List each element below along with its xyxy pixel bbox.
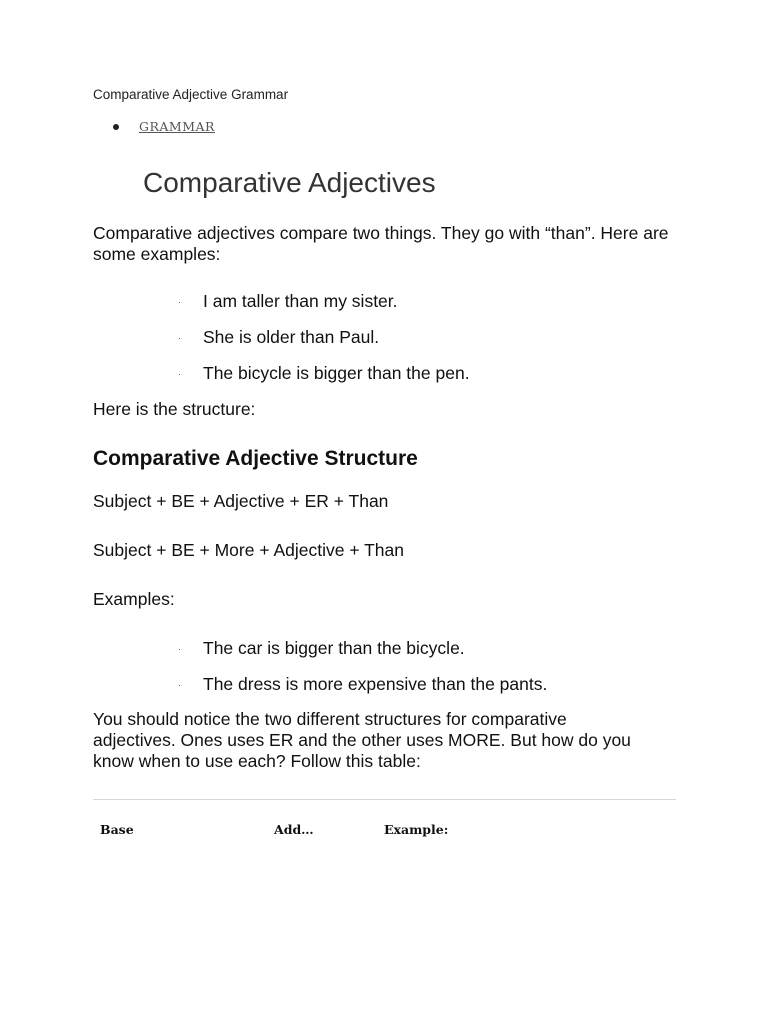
list-item: [178, 674, 547, 710]
structure-intro: Here is the structure:: [93, 399, 256, 419]
table-divider: [93, 799, 676, 800]
example-text: I am taller than my sister.: [203, 291, 398, 311]
example-text: She is older than Paul.: [203, 327, 380, 347]
table-header-base: Base: [100, 822, 134, 837]
nav-list-item: [113, 119, 215, 134]
examples-list-2: [178, 638, 547, 710]
structure-formula-1: Subject + BE + Adjective + ER + Than: [93, 491, 389, 511]
nav-list: [113, 119, 215, 134]
page-heading: Comparative Adjectives: [143, 167, 436, 198]
document-title: Comparative Adjective Grammar: [93, 87, 289, 102]
list-item: [178, 363, 470, 399]
example-text: The dress is more expensive than the pants.: [203, 674, 548, 694]
list-item: [178, 291, 470, 327]
bullet-icon: ·: [178, 297, 181, 307]
bullet-icon: ·: [178, 333, 181, 343]
structure-heading: Comparative Adjective Structure: [93, 447, 418, 470]
example-text: The bicycle is bigger than the pen.: [203, 363, 470, 383]
list-item: [178, 327, 470, 363]
structure-formula-2: Subject + BE + More + Adjective + Than: [93, 540, 404, 560]
notice-paragraph: You should notice the two different structures for comparative adjectives. Ones uses ER and the other uses MORE. But how do you know when to use each? Follow this table:: [93, 709, 631, 771]
table-header-example: Example:: [384, 822, 449, 837]
bullet-icon: ·: [178, 644, 181, 654]
bullet-icon: ·: [178, 680, 181, 690]
examples-label: Examples:: [93, 589, 175, 609]
list-item: [178, 638, 547, 674]
example-text: The car is bigger than the bicycle.: [203, 638, 465, 658]
bullet-dot-icon: [113, 124, 119, 130]
intro-paragraph: Comparative adjectives compare two things. They go with “than”. Here are some examples:: [93, 223, 669, 264]
grammar-link[interactable]: GRAMMAR: [139, 119, 215, 134]
bullet-icon: ·: [178, 369, 181, 379]
examples-list-1: [178, 291, 470, 399]
table-header-add: Add…: [274, 822, 314, 837]
